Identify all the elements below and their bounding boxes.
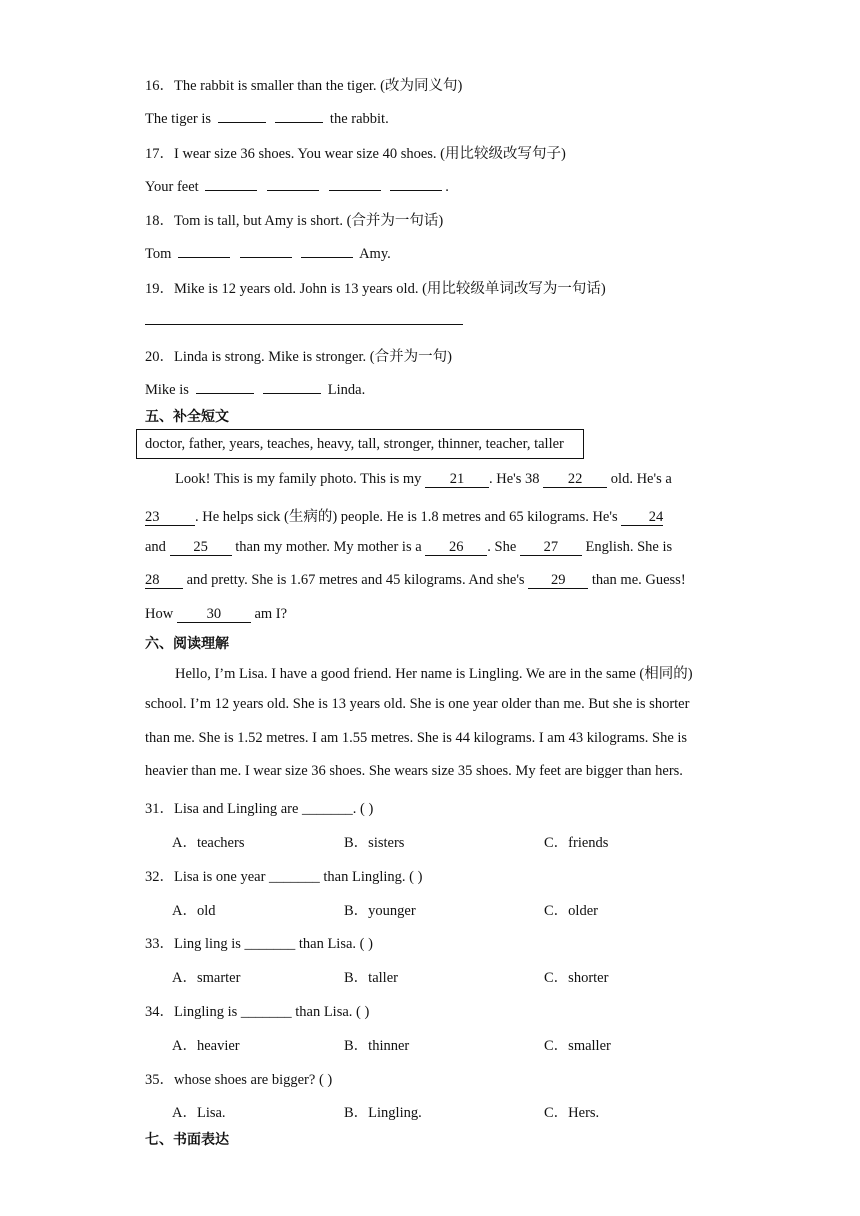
cloze-line-2	[145, 505, 663, 526]
blank[interactable]	[240, 243, 292, 258]
cloze-blank-24[interactable]: 24	[621, 510, 663, 526]
option-c[interactable]: C．Hers.	[544, 1105, 600, 1121]
option-b[interactable]: B．thinner	[344, 1038, 410, 1054]
question-20: 20．Linda is strong. Mike is stronger. (合并为一句)	[145, 349, 452, 365]
question-32: 32．Lisa is one year _______ than Lingling. ( )	[145, 869, 423, 885]
question-16: 16．The rabbit is smaller than the tiger. (改为同义句)	[145, 78, 463, 94]
cloze-text: am I?	[254, 606, 288, 622]
blank[interactable]	[390, 176, 442, 191]
answer-suffix: Linda.	[327, 382, 366, 398]
option-b[interactable]: B．sisters	[344, 835, 405, 851]
blank[interactable]	[329, 176, 381, 191]
passage-line: than me. She is 1.52 metres. I am 1.55 metres. She is 44 kilograms. I am 43 kilograms. She is	[145, 730, 688, 746]
passage-line: Hello, I’m Lisa. I have a good friend. Her name is Lingling. We are in the same (相同的)	[175, 666, 693, 682]
cloze-line-3	[145, 539, 672, 556]
answer-line-20	[145, 379, 365, 399]
section-5-heading: 五、补全短文	[145, 409, 229, 425]
option-c[interactable]: C．shorter	[544, 970, 609, 986]
cloze-text: old. He's a	[610, 471, 672, 487]
blank[interactable]	[301, 243, 353, 258]
option-a[interactable]: A．teachers	[172, 835, 245, 851]
blank[interactable]	[267, 176, 319, 191]
cloze-text: than my mother. My mother is a	[235, 539, 422, 555]
option-a[interactable]: A．heavier	[172, 1038, 240, 1054]
cloze-text: English. She is	[585, 539, 673, 555]
word-bank-box: doctor, father, years, teaches, heavy, tall, stronger, thinner, teacher, taller	[136, 429, 584, 459]
cloze-text: . She	[487, 539, 517, 555]
cloze-line-4	[145, 572, 686, 589]
question-31: 31．Lisa and Lingling are _______. ( )	[145, 801, 374, 817]
question-19: 19．Mike is 12 years old. John is 13 years old. (用比较级单词改写为一句话)	[145, 281, 606, 297]
question-33: 33．Ling ling is _______ than Lisa. ( )	[145, 936, 373, 952]
question-35: 35．whose shoes are bigger? ( )	[145, 1072, 333, 1088]
question-34: 34．Lingling is _______ than Lisa. ( )	[145, 1004, 370, 1020]
answer-line-18	[145, 243, 391, 263]
option-b[interactable]: B．younger	[344, 903, 416, 919]
blank[interactable]	[218, 108, 266, 123]
cloze-text: . He helps sick (生病的) people. He is 1.8 metres and 65 kilograms. He's	[195, 509, 618, 525]
cloze-blank-22[interactable]: 22	[543, 472, 607, 488]
option-c[interactable]: C．older	[544, 903, 598, 919]
answer-prefix: The tiger is	[145, 111, 212, 127]
cloze-blank-28[interactable]: 28	[145, 573, 183, 589]
answer-suffix: .	[445, 179, 449, 195]
blank[interactable]	[196, 379, 254, 394]
cloze-blank-27[interactable]: 27	[520, 540, 582, 556]
answer-line-17	[145, 176, 449, 196]
option-c[interactable]: C．smaller	[544, 1038, 611, 1054]
cloze-text: How	[145, 606, 174, 622]
answer-line-16	[145, 108, 389, 128]
cloze-blank-21[interactable]: 21	[425, 472, 489, 488]
passage-line: heavier than me. I wear size 36 shoes. She wears size 35 shoes. My feet are bigger than hers.	[145, 763, 683, 779]
option-a[interactable]: A．smarter	[172, 970, 241, 986]
question-17: 17．I wear size 36 shoes. You wear size 40 shoes. (用比较级改写句子)	[145, 146, 566, 162]
blank[interactable]	[275, 108, 323, 123]
answer-long-line-19[interactable]	[145, 324, 463, 325]
cloze-line-5	[145, 606, 287, 623]
question-18: 18．Tom is tall, but Amy is short. (合并为一句话)	[145, 213, 444, 229]
answer-prefix: Your feet	[145, 179, 199, 195]
option-b[interactable]: B．Lingling.	[344, 1105, 422, 1121]
cloze-line-1	[175, 471, 672, 488]
cloze-blank-25[interactable]: 25	[170, 540, 232, 556]
answer-suffix: the rabbit.	[329, 111, 389, 127]
option-b[interactable]: B．taller	[344, 970, 398, 986]
cloze-blank-23[interactable]: 23	[145, 510, 195, 526]
cloze-blank-26[interactable]: 26	[425, 540, 487, 556]
option-a[interactable]: A．Lisa.	[172, 1105, 226, 1121]
passage-line: school. I’m 12 years old. She is 13 years old. She is one year older than me. But she is shorter	[145, 696, 690, 712]
blank[interactable]	[205, 176, 257, 191]
option-a[interactable]: A．old	[172, 903, 216, 919]
cloze-text: . He's 38	[489, 471, 540, 487]
section-6-heading: 六、阅读理解	[145, 636, 229, 652]
answer-suffix: Amy.	[359, 246, 391, 262]
blank[interactable]	[178, 243, 230, 258]
cloze-blank-30[interactable]: 30	[177, 607, 251, 623]
cloze-blank-29[interactable]: 29	[528, 573, 588, 589]
cloze-text: Look! This is my family photo. This is my	[175, 471, 422, 487]
option-c[interactable]: C．friends	[544, 835, 609, 851]
cloze-text: and pretty. She is 1.67 metres and 45 kilograms. And she's	[186, 572, 525, 588]
cloze-text: than me. Guess!	[591, 572, 686, 588]
section-7-heading: 七、书面表达	[145, 1132, 229, 1148]
cloze-text: and	[145, 539, 166, 555]
blank[interactable]	[263, 379, 321, 394]
answer-prefix: Tom	[145, 246, 172, 262]
answer-prefix: Mike is	[145, 382, 189, 398]
